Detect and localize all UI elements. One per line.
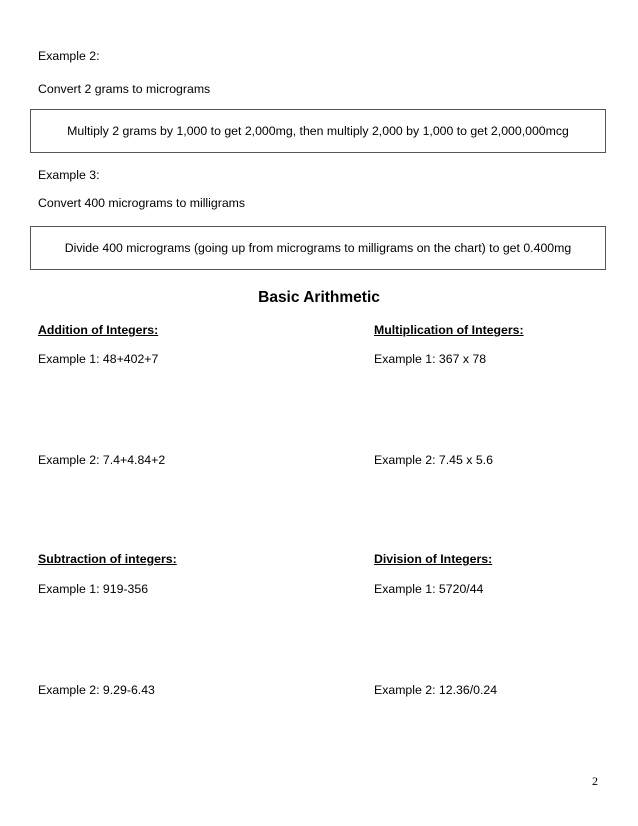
example-2-label: Example 2: [38, 49, 100, 63]
section-title: Basic Arithmetic [258, 289, 380, 306]
page-number: 2 [592, 774, 598, 788]
example-2-answer: Multiply 2 grams by 1,000 to get 2,000mg, then multiply 2,000 by 1,000 to get 2,000,000mcg [67, 124, 569, 138]
example-3-label: Example 3: [38, 168, 100, 182]
subtraction-heading: Subtraction of integers: [38, 552, 177, 566]
example-2-answer-box [30, 109, 606, 153]
example-2-prompt: Convert 2 grams to micrograms [38, 82, 211, 96]
example-3-answer-box [30, 226, 606, 270]
subtraction-example-1: Example 1: 919-356 [38, 582, 149, 596]
multiplication-example-2: Example 2: 7.45 x 5.6 [374, 453, 493, 467]
division-example-2: Example 2: 12.36/0.24 [374, 683, 498, 697]
subtraction-example-2: Example 2: 9.29-6.43 [38, 683, 155, 697]
multiplication-heading: Multiplication of Integers: [374, 323, 524, 337]
addition-heading: Addition of Integers: [38, 323, 159, 337]
division-example-1: Example 1: 5720/44 [374, 582, 484, 596]
example-3-prompt: Convert 400 micrograms to milligrams [38, 196, 246, 210]
addition-example-1: Example 1: 48+402+7 [38, 352, 159, 366]
division-heading: Division of Integers: [374, 552, 493, 566]
multiplication-example-1: Example 1: 367 x 78 [374, 352, 487, 366]
addition-example-2: Example 2: 7.4+4.84+2 [38, 453, 166, 467]
example-3-answer: Divide 400 micrograms (going up from micrograms to milligrams on the chart) to get 0.400mg [64, 241, 572, 255]
